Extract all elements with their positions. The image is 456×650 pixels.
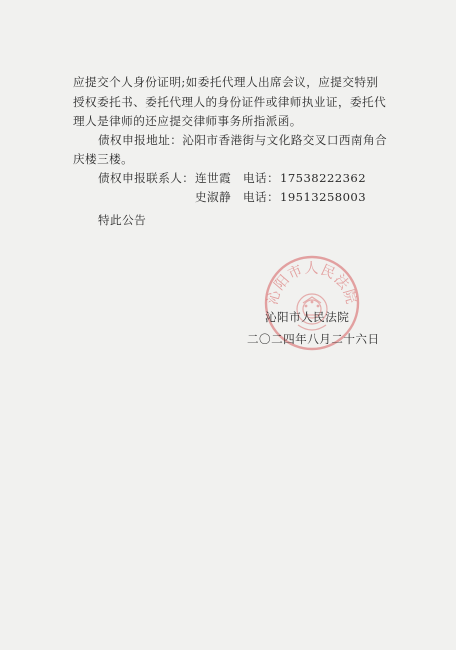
- paragraph-line-2: 授权委托书、委托代理人的身份证件或律师执业证，委托代: [73, 95, 387, 109]
- contact-phone-label-2: 电话：: [243, 190, 280, 204]
- contact-phone-2: 19513258003: [280, 190, 367, 204]
- address-line-1: 债权申报地址：沁阳市香港街与文化路交叉口西南角合: [98, 133, 388, 147]
- contact-name-1: 连世霞: [195, 171, 232, 185]
- contact-phone-1: 17538222362: [280, 171, 367, 185]
- contact-label: 债权申报联系人：: [98, 171, 195, 185]
- paragraph-line-1: 应提交个人身份证明;如委托代理人出席会议，应提交特别: [73, 75, 379, 89]
- contact-phone-label-1: 电话：: [243, 171, 280, 185]
- closing-text: 特此公告: [98, 213, 147, 227]
- contact-name-2: 史淑静: [195, 190, 232, 204]
- address-line-2: 庆楼三楼。: [73, 152, 134, 166]
- issuer-name: 沁阳市人民法院: [265, 310, 350, 324]
- issue-date: 二〇二四年八月二十六日: [247, 332, 380, 346]
- seal-text: 沁阳市人民法院: [264, 261, 360, 307]
- paragraph-line-3: 理人是律师的还应提交律师事务所指派函。: [73, 114, 302, 128]
